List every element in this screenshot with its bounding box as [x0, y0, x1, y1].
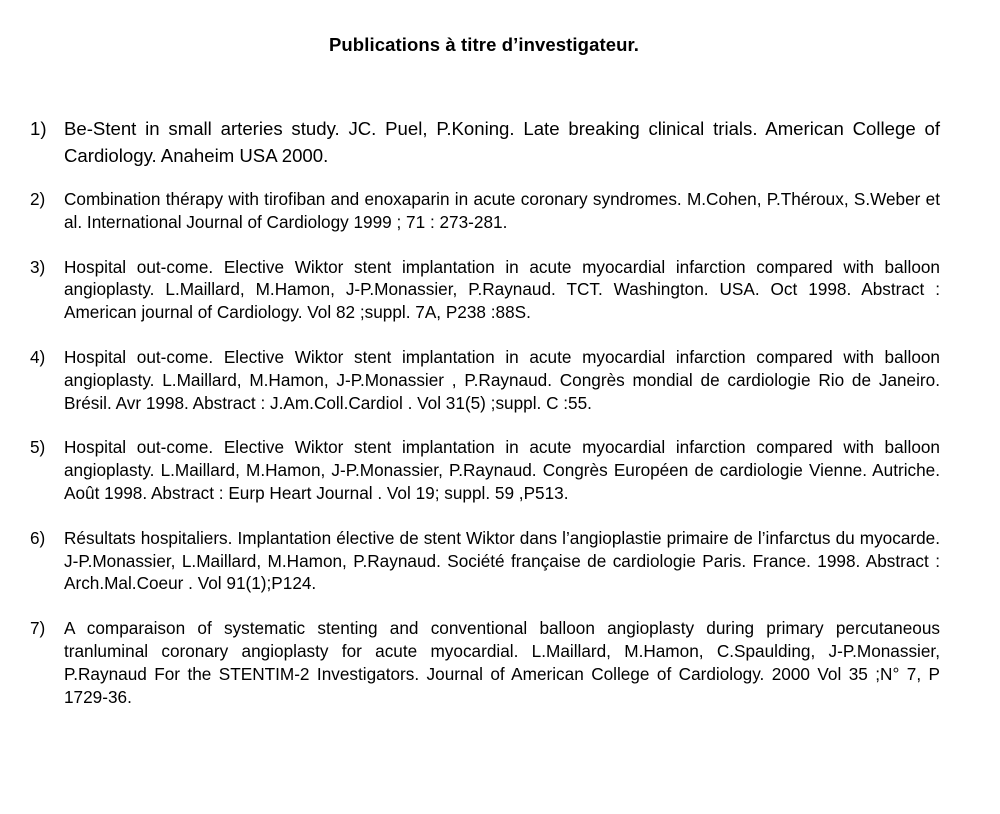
publication-item-7 — [30, 617, 940, 708]
publication-item-2 — [30, 188, 940, 234]
publication-text: A comparaison of systematic stenting and conventional balloon angioplasty during primary percutaneous tranluminal coronary angioplasty for acute myocardial. L.Maillard, M.Hamon, C.Spaulding, J-P.Monassier, P.Raynaud For the STENTIM-2 Investigators. Journal of American College of Cardiology. 2000 Vol 35 ;N° 7, P 1729-36. — [64, 618, 940, 707]
publication-text: Résultats hospitaliers. Implantation élective de stent Wiktor dans l’angioplastie primaire de l’infarctus du myocarde. J-P.Monassier, L.Maillard, M.Hamon, P.Raynaud. Société française de cardiologie Paris. France. 1998. Abstract : Arch.Mal.Coeur . Vol 91(1);P124. — [64, 527, 940, 594]
publication-number: 7) — [30, 618, 46, 639]
publication-number: 1) — [30, 118, 47, 139]
publication-text: Combination thérapy with tirofiban and enoxaparin in acute coronary syndromes. M.Cohen, P.Théroux, S.Weber et al. International Journal of Cardiology 1999 ; 71 : 273-281. — [64, 189, 940, 232]
publication-item-1 — [30, 115, 940, 169]
publication-text: Hospital out-come. Elective Wiktor stent implantation in acute myocardial infarction compared with balloon angioplasty. L.Maillard, M.Hamon, J-P.Monassier, P.Raynaud. Congrès Européen de cardiologie Vienne. Autriche. Août 1998. Abstract : Eurp Heart Journal . Vol 19; suppl. 59 ,P513. — [64, 437, 940, 503]
publication-number: 3) — [30, 256, 46, 277]
publication-item-3 — [30, 256, 940, 324]
publication-item-4 — [30, 346, 940, 414]
publication-text: Hospital out-come. Elective Wiktor stent implantation in acute myocardial infarction compared with balloon angioplasty. L.Maillard, M.Hamon, J-P.Monassier , P.Raynaud. Congrès mondial de cardiologie Rio de Janeiro. Brésil. Avr 1998. Abstract : J.Am.Coll.Cardiol . Vol 31(5) ;suppl. C :55. — [64, 346, 940, 413]
publication-item-5 — [30, 436, 940, 504]
publication-number: 5) — [30, 437, 46, 458]
publication-list — [30, 115, 940, 730]
publication-text: Hospital out-come. Elective Wiktor stent implantation in acute myocardial infarction compared with balloon angioplasty. L.Maillard, M.Hamon, J-P.Monassier, P.Raynaud. TCT. Washington. USA. Oct 1998. Abstract : American journal of Cardiology. Vol 82 ;suppl. 7A, P238 :88S. — [64, 256, 940, 323]
publication-text: Be-Stent in small arteries study. JC. Puel, P.Koning. Late breaking clinical trials. American College of Cardiology. Anaheim USA 2000. — [64, 118, 940, 166]
publication-item-6 — [30, 527, 940, 595]
publication-number: 4) — [30, 346, 46, 367]
publication-number: 6) — [30, 527, 46, 548]
publication-number: 2) — [30, 189, 46, 209]
page-title: Publications à titre d’investigateur. — [328, 34, 640, 55]
